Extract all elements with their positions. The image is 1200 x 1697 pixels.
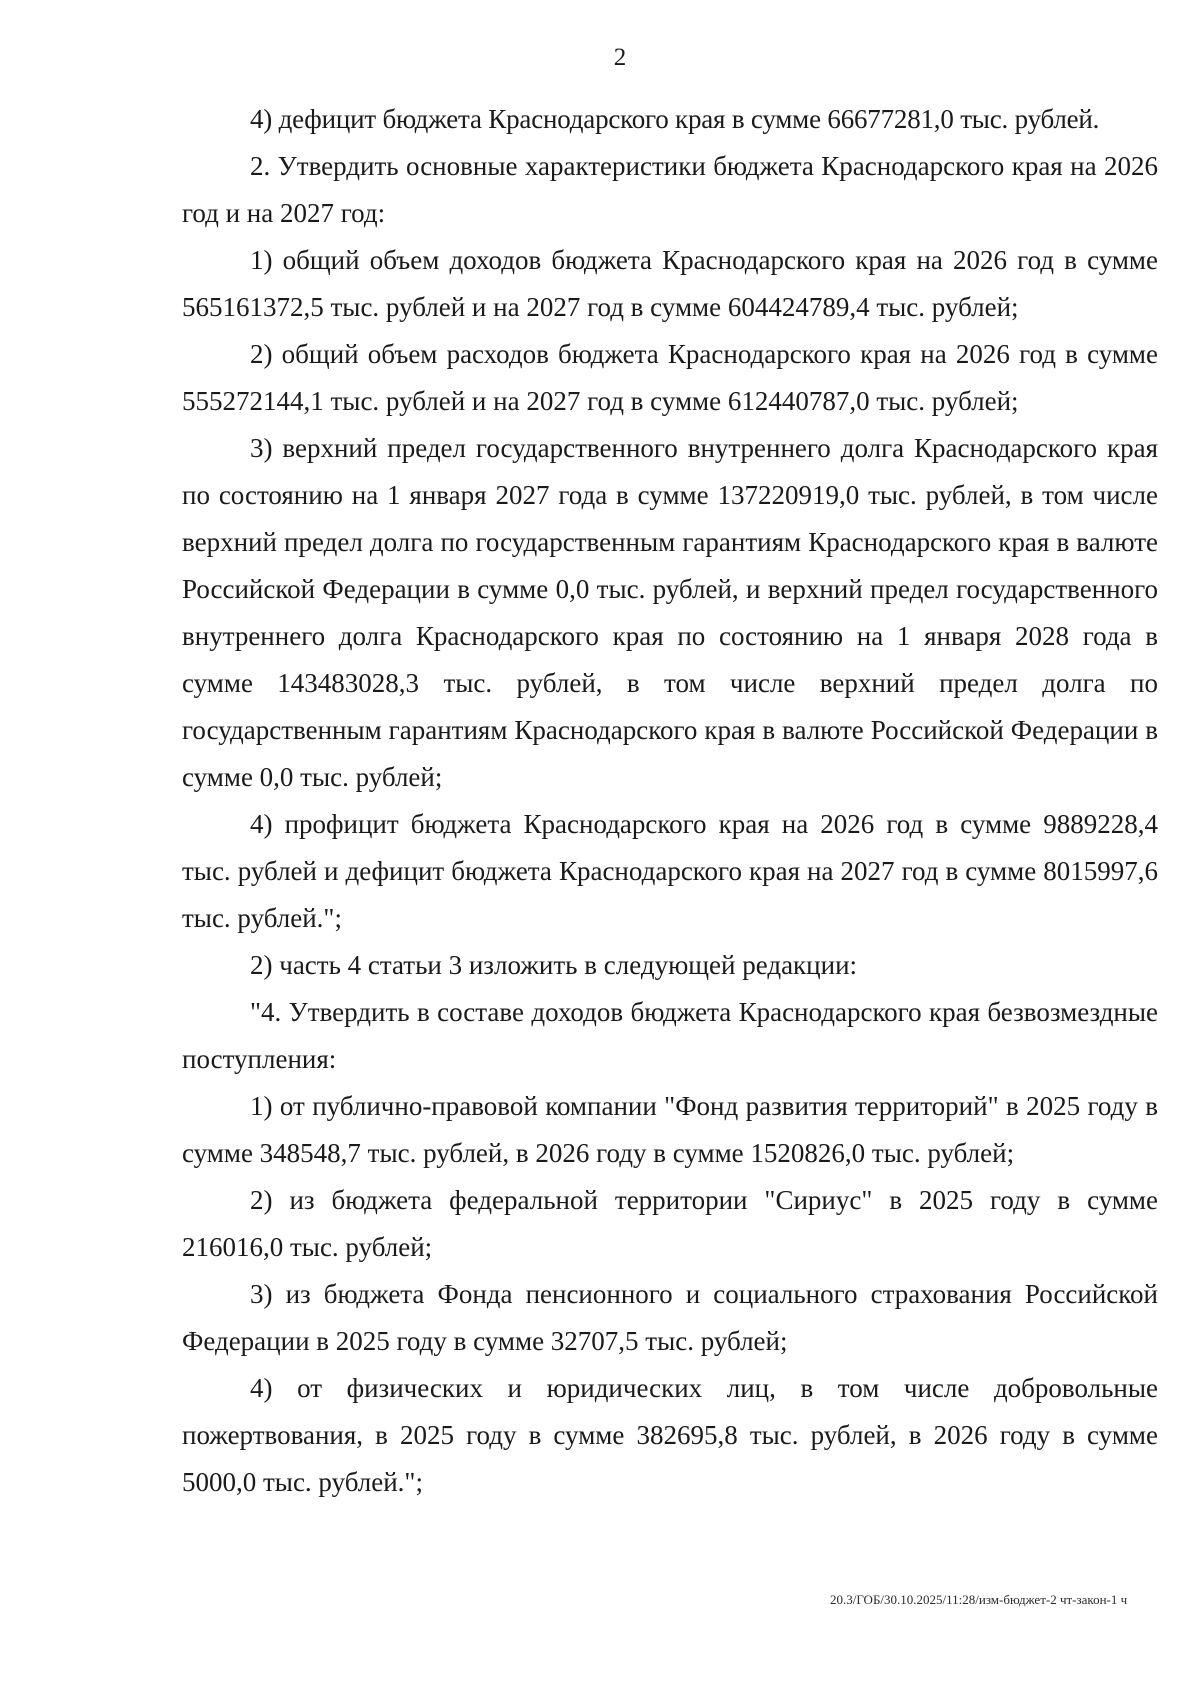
paragraph: 1) общий объем доходов бюджета Краснодарского края на 2026 год в сумме 565161372,5 тыс. рублей и на 2027 год в сумме 604424789,4 тыс. рублей;: [182, 245, 1158, 322]
paragraph: "4. Утвердить в составе доходов бюджета Краснодарского края безвозмездные поступления:: [182, 997, 1158, 1074]
paragraph: 2. Утвердить основные характеристики бюджета Краснодарского края на 2026 год и на 2027 год:: [182, 151, 1158, 228]
paragraph: 4) профицит бюджета Краснодарского края на 2026 год в сумме 9889228,4 тыс. рублей и дефицит бюджета Краснодарского края на 2027 год в сумме 8015997,6 тыс. рублей.";: [182, 809, 1158, 933]
paragraph: 4) дефицит бюджета Краснодарского края в сумме 66677281,0 тыс. рублей.: [250, 104, 1100, 134]
paragraph: 2) из бюджета федеральной территории "Сириус" в 2025 году в сумме 216016,0 тыс. рублей;: [182, 1185, 1158, 1262]
document-body: [182, 96, 1158, 1506]
paragraph: 3) из бюджета Фонда пенсионного и социального страхования Российской Федерации в 2025 году в сумме 32707,5 тыс. рублей;: [182, 1279, 1158, 1356]
paragraph: 4) от физических и юридических лиц, в том числе добровольные пожертвования, в 2025 году в сумме 382695,8 тыс. рублей, в 2026 году в сумме 5000,0 тыс. рублей.";: [182, 1373, 1158, 1497]
document-footer-code: 20.3/ГОБ/30.10.2025/11:28/изм-бюджет-2 чт-закон-1 ч: [830, 1592, 1128, 1607]
paragraph: 2) часть 4 статьи 3 изложить в следующей редакции:: [250, 950, 858, 980]
paragraph: 2) общий объем расходов бюджета Краснодарского края на 2026 год в сумме 555272144,1 тыс. рублей и на 2027 год в сумме 612440787,0 тыс. рублей;: [182, 339, 1158, 416]
paragraph: 1) от публично-правовой компании "Фонд развития территорий" в 2025 году в сумме 348548,7 тыс. рублей, в 2026 году в сумме 1520826,0 тыс. рублей;: [182, 1091, 1158, 1168]
paragraph: 3) верхний предел государственного внутреннего долга Краснодарского края по состоянию на 1 января 2027 года в сумме 137220919,0 тыс. рублей, в том числе верхний предел долга по государственным гарантиям Краснодарского края в валюте Российской Федерации в сумме 0,0 тыс. рублей, и верхний предел государственного внутреннего долга Краснодарского края по состоянию на 1 января 2028 года в сумме 143483028,3 тыс. рублей, в том числе верхний предел долга по государственным гарантиям Краснодарского края в валюте Российской Федерации в сумме 0,0 тыс. рублей;: [182, 433, 1158, 792]
page-number: 2: [613, 44, 627, 71]
